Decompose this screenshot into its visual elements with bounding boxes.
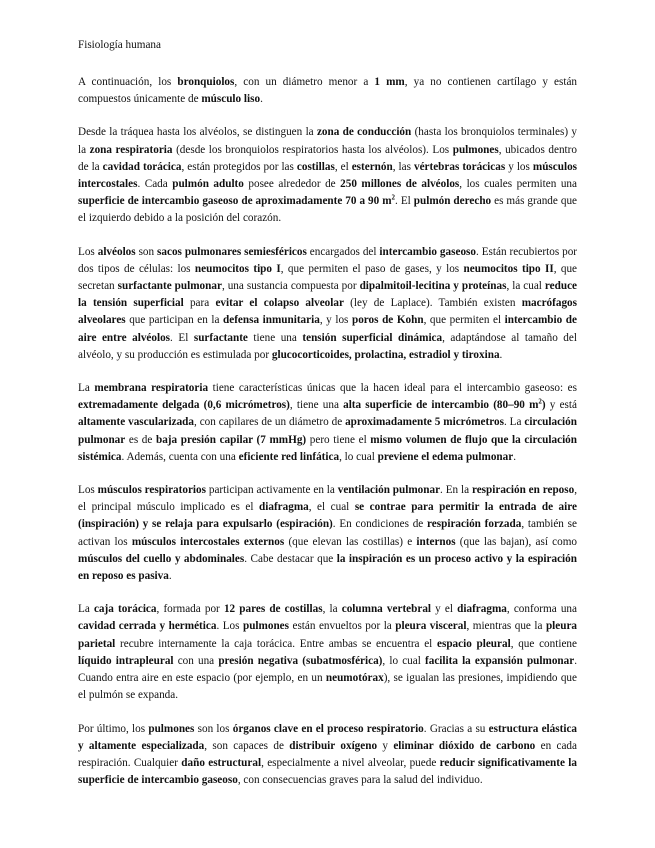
text-run: encargados del xyxy=(306,245,380,258)
bold-term: superficie de intercambio gaseoso de aproximadamente 70 a 90 m xyxy=(78,195,392,208)
text-run: Los xyxy=(78,484,98,497)
text-run: , que contiene xyxy=(510,637,577,650)
bold-term: neumocitos tipo II xyxy=(463,262,554,275)
text-run: , que secretan xyxy=(78,262,578,293)
text-run: . Gracias a su xyxy=(423,722,489,735)
bold-term: membrana respiratoria xyxy=(94,382,209,395)
text-run: . Están recubiertos por dos tipos de células: los xyxy=(78,245,578,275)
text-run: . xyxy=(499,348,503,361)
paragraph xyxy=(78,74,577,108)
text-run: , las xyxy=(392,160,414,173)
bold-term: mismo volumen de flujo que la circulación sistémica xyxy=(78,433,577,463)
bold-term: eliminar dióxido de carbono xyxy=(393,739,536,752)
text-run: . xyxy=(260,93,263,106)
text-run: recubre internamente la caja torácica. Entre ambas se encuentra el xyxy=(115,637,437,650)
bold-term: espacio pleural xyxy=(437,637,511,650)
text-run: pero tiene el xyxy=(306,433,371,446)
bold-term: reduce la tensión superficial xyxy=(78,280,577,310)
text-run: , tiene una xyxy=(289,399,344,412)
text-run: . En la xyxy=(440,484,472,497)
bold-term: surfactante pulmonar xyxy=(117,280,222,293)
text-run: Los xyxy=(78,245,98,258)
text-run: , con capilares de un diámetro de xyxy=(194,416,346,429)
text-run: , son capaces de xyxy=(204,739,290,752)
text-run: . xyxy=(513,450,516,463)
text-run: en cada respiración. Cualquier xyxy=(78,739,577,769)
text-run: A continuación, los xyxy=(78,76,178,88)
bold-term: líquido intrapleural xyxy=(78,654,174,667)
bold-term: bronquiolos xyxy=(177,76,235,88)
paragraph xyxy=(78,124,577,227)
text-run: , la xyxy=(322,603,342,616)
bold-term: aproximadamente 5 micrómetros xyxy=(345,416,504,429)
text-run: , que permiten el xyxy=(423,314,505,327)
text-run: y xyxy=(377,739,394,752)
bold-term: daño estructural xyxy=(181,756,262,769)
bold-term: tensión superficial dinámica xyxy=(302,331,443,344)
bold-term: macrófagos alveolares xyxy=(78,297,577,327)
text-run: La xyxy=(78,603,94,616)
text-run: . En condiciones de xyxy=(332,518,428,531)
bold-term: zona de conducción xyxy=(316,126,412,139)
bold-term: baja presión capilar (7 mmHg) xyxy=(155,433,307,446)
text-run: (que elevan las costillas) e xyxy=(284,535,417,548)
text-run: que participan en la xyxy=(125,314,223,327)
text-run: , el xyxy=(334,160,352,173)
bold-term: ) xyxy=(541,399,546,412)
text-run: , con un diámetro menor a xyxy=(234,76,375,88)
text-run: , formada por xyxy=(156,603,224,616)
bold-term: previene el edema pulmonar xyxy=(377,450,514,463)
text-run: (que las bajan), así como xyxy=(455,535,578,548)
text-run: participan activamente en la xyxy=(205,484,338,497)
text-run: , la cual xyxy=(506,280,545,293)
superscript: 2 xyxy=(538,397,542,406)
bold-term: neumocitos tipo I xyxy=(194,262,281,275)
bold-term: evitar el colapso alveolar xyxy=(215,297,344,310)
bold-term: músculos del cuello y abdominales xyxy=(78,552,245,565)
bold-term: glucocorticoides, prolactina, estradiol y tiroxina xyxy=(271,348,500,361)
text-run: Desde la tráquea hasta los alvéolos, se distinguen la xyxy=(78,126,317,139)
text-run: . Cada xyxy=(137,178,173,191)
text-run: tiene una xyxy=(247,331,303,344)
text-run: ), se igualan las presiones, impidiendo que el pulmón se expanda. xyxy=(78,672,577,702)
paragraph xyxy=(78,482,577,585)
bold-term: distribuir oxígeno xyxy=(289,739,378,752)
text-run: (hasta los bronquiolos terminales) y la xyxy=(78,126,578,156)
paragraph xyxy=(78,601,577,704)
bold-term: músculos respiratorios xyxy=(97,484,206,497)
bold-term: músculo liso xyxy=(201,93,261,106)
bold-term: alvéolos xyxy=(97,245,136,258)
text-run: La xyxy=(78,382,95,395)
bold-term: columna vertebral xyxy=(341,603,432,616)
bold-term: sacos pulmonares semiesféricos xyxy=(157,245,307,258)
text-run: . Cuando entra aire en este espacio (por ejemplo, en un xyxy=(78,654,577,685)
text-run: , y los xyxy=(319,314,352,327)
bold-term: 250 millones de alvéolos xyxy=(340,178,460,191)
text-run: tiene características únicas que la hacen ideal para el intercambio gaseoso: es xyxy=(208,382,577,395)
bold-term: pleura parietal xyxy=(78,620,578,650)
bold-term: caja torácica xyxy=(93,603,157,616)
bold-term: músculos intercostales externos xyxy=(131,535,285,548)
text-run: , ya no contienen cartílago y están compuestos únicamente de xyxy=(78,76,578,106)
bold-term: zona respiratoria xyxy=(89,143,173,156)
bold-term: dipalmitoil-lecitina y proteínas xyxy=(359,280,507,293)
bold-term: altamente vascularizada xyxy=(78,416,194,429)
text-run: . Cabe destacar que xyxy=(244,552,337,565)
text-run: , los cuales permiten una xyxy=(459,178,577,191)
bold-term: 12 pares de costillas xyxy=(223,603,323,616)
bold-term: pulmón adulto xyxy=(172,178,244,191)
text-run: , mientras que la xyxy=(466,620,546,633)
bold-term: pulmones xyxy=(148,722,195,735)
text-run: y está xyxy=(545,399,577,412)
text-run: , ubicados dentro de la xyxy=(78,143,577,173)
text-run: son los xyxy=(194,722,233,735)
bold-term: costillas xyxy=(296,160,335,173)
text-run: y el xyxy=(431,603,458,616)
bold-term: pulmón derecho xyxy=(413,195,492,208)
text-run: , una sustancia compuesta por xyxy=(221,280,360,293)
text-run: , están protegidos por las xyxy=(181,160,297,173)
text-run: , conforma una xyxy=(506,603,577,616)
text-run: , adaptándose al tamaño del alvéolo, y su producción es estimulada por xyxy=(78,331,577,361)
text-run: , lo cual xyxy=(382,654,425,667)
bold-term: neumotórax xyxy=(325,672,384,685)
text-run: para xyxy=(183,297,216,310)
text-run: . La xyxy=(503,416,525,429)
bold-term: poros de Kohn xyxy=(351,314,424,327)
text-run: posee alrededor de xyxy=(243,178,341,191)
bold-term: la inspiración es un proceso activo y la espiración en reposo es pasiva xyxy=(78,552,577,583)
paragraph xyxy=(78,244,577,364)
text-run: , también se activan los xyxy=(78,518,577,548)
bold-term: esternón xyxy=(351,160,393,173)
bold-term: pulmones xyxy=(242,620,289,633)
text-run: es más grande que el izquierdo debido a la posición del corazón. xyxy=(78,195,578,225)
text-run: , el cual xyxy=(308,501,355,514)
document-body xyxy=(78,74,577,789)
page-header: Fisiología humana xyxy=(78,39,161,51)
text-run: Por último, los xyxy=(78,722,149,735)
bold-term: intercambio de aire entre alvéolos xyxy=(78,314,577,344)
text-run: . Los xyxy=(216,620,243,633)
bold-term: extremadamente delgada (0,6 micrómetros) xyxy=(78,399,290,412)
text-run: , especialmente a nivel alveolar, puede xyxy=(261,756,440,769)
text-run: y los xyxy=(505,160,533,173)
superscript: 2 xyxy=(391,193,396,202)
text-run: . xyxy=(168,570,172,583)
text-run: es de xyxy=(125,433,156,446)
bold-term: músculos intercostales xyxy=(78,160,578,191)
bold-term: pleura visceral xyxy=(395,620,467,633)
bold-term: alta superficie de intercambio (80–90 m xyxy=(343,399,539,412)
bold-term: circulación pulmonar xyxy=(78,416,577,446)
text-run: , lo cual xyxy=(339,450,378,463)
bold-term: defensa inmunitaria xyxy=(223,314,320,327)
bold-term: reducir significativamente la superficie de intercambio gaseoso xyxy=(78,756,577,787)
bold-term: internos xyxy=(416,535,456,548)
paragraph xyxy=(78,721,577,790)
bold-term: respiración forzada xyxy=(427,518,522,531)
text-run: están envueltos por la xyxy=(289,620,396,633)
bold-term: estructura elástica y altamente especializada xyxy=(78,722,578,752)
bold-term: pulmones xyxy=(452,143,499,156)
text-run: , que permiten el paso de gases, y los xyxy=(280,262,464,275)
bold-term: intercambio gaseoso xyxy=(379,245,476,258)
bold-term: 1 mm xyxy=(374,76,405,88)
text-run: , con consecuencias graves para la salud del individuo. xyxy=(237,774,483,787)
bold-term: cavidad cerrada y hermética xyxy=(78,620,217,633)
bold-term: diafragma xyxy=(259,501,309,514)
bold-term: surfactante xyxy=(193,331,248,344)
bold-term: ventilación pulmonar xyxy=(337,484,441,497)
text-run: . Además, cuenta con una xyxy=(121,450,239,463)
bold-term: presión negativa (subatmosférica) xyxy=(218,654,383,667)
bold-term: vértebras torácicas xyxy=(413,160,506,173)
text-run: , el principal músculo implicado es el xyxy=(78,484,578,514)
text-run: (desde los bronquiolos respiratorios hasta los alvéolos). Los xyxy=(172,143,453,156)
bold-term: facilita la expansión pulmonar xyxy=(425,654,575,667)
bold-term: eficiente red linfática xyxy=(238,450,340,463)
text-run: son xyxy=(135,245,158,258)
text-run: . El xyxy=(170,331,194,344)
bold-term: diafragma xyxy=(457,603,507,616)
bold-term: se contrae para permitir la entrada de aire (inspiración) y se relaja para expulsarlo (espiración) xyxy=(78,501,577,531)
bold-term: órganos clave en el proceso respiratorio xyxy=(232,722,424,735)
text-run: (ley de Laplace). También existen xyxy=(343,297,522,310)
text-run: con una xyxy=(173,654,219,667)
bold-term: respiración en reposo xyxy=(471,484,575,497)
text-run: . El xyxy=(395,195,414,208)
bold-term: cavidad torácica xyxy=(102,160,182,173)
paragraph xyxy=(78,380,577,466)
